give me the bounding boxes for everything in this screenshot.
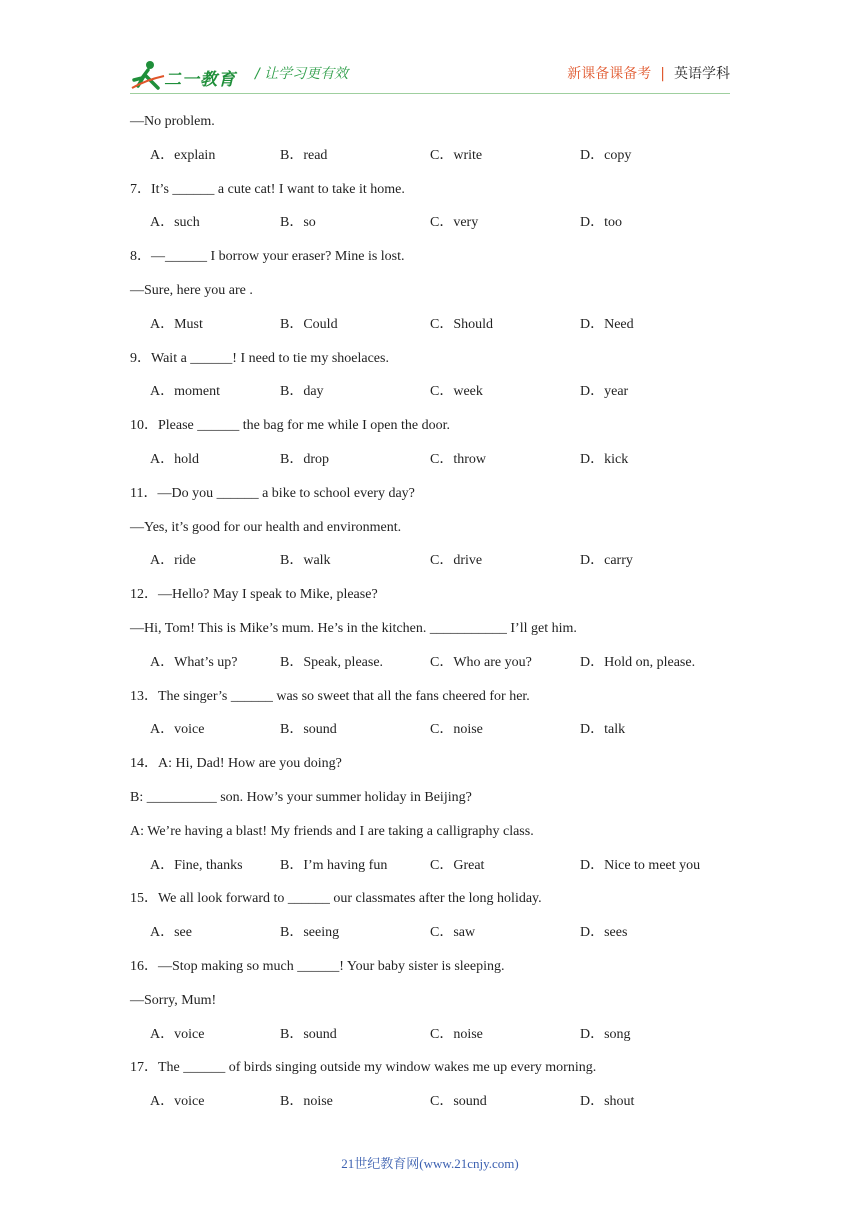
answer-option-d: D．shout bbox=[580, 1094, 635, 1110]
answer-options-row bbox=[130, 651, 750, 685]
question-list bbox=[130, 110, 750, 1124]
answer-option-a: A．voice bbox=[150, 1094, 205, 1110]
header-slogan: / 让学习更有效 bbox=[255, 66, 349, 82]
question-text-line: —Sure, here you are . bbox=[130, 282, 253, 298]
answer-options-row bbox=[130, 144, 750, 178]
answer-option-a: A．voice bbox=[150, 1026, 205, 1042]
answer-option-a: A．moment bbox=[150, 384, 220, 400]
answer-option-b: B．so bbox=[280, 215, 316, 231]
answer-options-row bbox=[130, 549, 750, 583]
answer-options-row bbox=[130, 380, 750, 414]
answer-option-b: B．day bbox=[280, 384, 324, 400]
answer-option-d: D．Hold on, please. bbox=[580, 654, 696, 670]
answer-option-d: D．too bbox=[580, 215, 622, 231]
header-divider bbox=[130, 93, 730, 94]
answer-option-b: B．walk bbox=[280, 553, 331, 569]
question-text-line: —Yes, it’s good for our health and environment. bbox=[130, 519, 402, 535]
answer-options-row bbox=[130, 1023, 750, 1057]
answer-options-row bbox=[130, 1090, 750, 1124]
answer-options-row bbox=[130, 211, 750, 245]
answer-options-row bbox=[130, 921, 750, 955]
answer-option-a: A．voice bbox=[150, 722, 205, 738]
answer-option-b: B．drop bbox=[280, 451, 329, 467]
answer-option-b: B．noise bbox=[280, 1094, 333, 1110]
answer-option-c: C．throw bbox=[430, 451, 486, 467]
header-right bbox=[567, 63, 730, 83]
question-text-line: 16．—Stop making so much ______! Your baby sister is sleeping. bbox=[130, 958, 505, 974]
header-separator: | bbox=[660, 66, 665, 82]
answer-option-d: D．year bbox=[580, 384, 629, 400]
header-subject: 英语学科 bbox=[674, 66, 730, 82]
question-text-line: 14．A: Hi, Dad! How are you doing? bbox=[130, 756, 342, 772]
answer-option-a: A．What’s up? bbox=[150, 654, 238, 670]
answer-option-b: B．sound bbox=[280, 722, 337, 738]
answer-option-a: A．explain bbox=[150, 147, 216, 163]
answer-option-d: D．Nice to meet you bbox=[580, 857, 701, 873]
answer-options-row bbox=[130, 313, 750, 347]
question-text-line: 17．The ______ of birds singing outside my window wakes me up every morning. bbox=[130, 1060, 597, 1076]
answer-option-c: C．Should bbox=[430, 316, 494, 332]
answer-option-d: D．talk bbox=[580, 722, 626, 738]
runner-logo-icon bbox=[130, 58, 166, 92]
answer-option-a: A．Fine, thanks bbox=[150, 857, 243, 873]
question-text-line: —Hi, Tom! This is Mike’s mum. He’s in the kitchen. ___________ I’ll get him. bbox=[130, 620, 577, 636]
answer-option-c: C．sound bbox=[430, 1094, 487, 1110]
logo bbox=[130, 58, 242, 92]
answer-option-c: C．Great bbox=[430, 857, 485, 873]
question-text-line: 12．—Hello? May I speak to Mike, please? bbox=[130, 587, 378, 603]
answer-option-b: B．read bbox=[280, 147, 328, 163]
answer-option-a: A．ride bbox=[150, 553, 196, 569]
answer-options-row bbox=[130, 854, 750, 888]
answer-option-d: D．carry bbox=[580, 553, 633, 569]
answer-option-a: A．Must bbox=[150, 316, 203, 332]
question-text-line: 15．We all look forward to ______ our classmates after the long holiday. bbox=[130, 891, 542, 907]
question-text-line: —No problem. bbox=[130, 114, 215, 129]
answer-option-b: B．sound bbox=[280, 1026, 337, 1042]
answer-option-a: A．such bbox=[150, 215, 200, 231]
question-text-line: 10．Please ______ the bag for me while I open the door. bbox=[130, 418, 450, 434]
question-text-line: 13．The singer’s ______ was so sweet that all the fans cheered for her. bbox=[130, 688, 530, 704]
question-text-line: —Sorry, Mum! bbox=[130, 992, 217, 1008]
question-text-line: 7．It’s ______ a cute cat! I want to take it home. bbox=[130, 181, 405, 197]
answer-option-d: D．song bbox=[580, 1026, 631, 1042]
answer-option-c: C．write bbox=[430, 147, 483, 163]
question-text-line: A: We’re having a blast! My friends and I are taking a calligraphy class. bbox=[130, 823, 534, 839]
answer-option-d: D．sees bbox=[580, 925, 628, 941]
answer-option-b: B．Could bbox=[280, 316, 338, 332]
answer-option-d: D．copy bbox=[580, 147, 632, 163]
question-text-line: 11．—Do you ______ a bike to school every day? bbox=[130, 485, 415, 501]
answer-option-a: A．see bbox=[150, 925, 192, 941]
page-header bbox=[130, 58, 730, 94]
answer-options-row bbox=[130, 718, 750, 752]
page-footer: 21世纪教育网(www.21cnjy.com) bbox=[341, 1156, 519, 1171]
answer-options-row bbox=[130, 448, 750, 482]
answer-option-c: C．very bbox=[430, 215, 479, 231]
answer-option-c: C．noise bbox=[430, 722, 483, 738]
logo-text: 二一教育 bbox=[164, 70, 236, 90]
answer-option-c: C．week bbox=[430, 384, 483, 400]
question-text-line: 8．—______ I borrow your eraser? Mine is lost. bbox=[130, 249, 405, 265]
answer-option-b: B．Speak, please. bbox=[280, 654, 384, 670]
answer-option-c: C．saw bbox=[430, 925, 476, 941]
answer-option-c: C．Who are you? bbox=[430, 654, 532, 670]
question-text-line: 9．Wait a ______! I need to tie my shoelaces. bbox=[130, 350, 389, 366]
question-text-line: B: __________ son. How’s your summer holiday in Beijing? bbox=[130, 789, 472, 805]
answer-option-a: A．hold bbox=[150, 451, 199, 467]
answer-option-b: B．seeing bbox=[280, 925, 340, 941]
answer-option-d: D．kick bbox=[580, 451, 629, 467]
answer-option-c: C．drive bbox=[430, 553, 483, 569]
header-tag: 新课备课备考 bbox=[567, 66, 652, 82]
answer-option-c: C．noise bbox=[430, 1026, 483, 1042]
answer-option-b: B．I’m having fun bbox=[280, 857, 388, 873]
answer-option-d: D．Need bbox=[580, 316, 634, 332]
